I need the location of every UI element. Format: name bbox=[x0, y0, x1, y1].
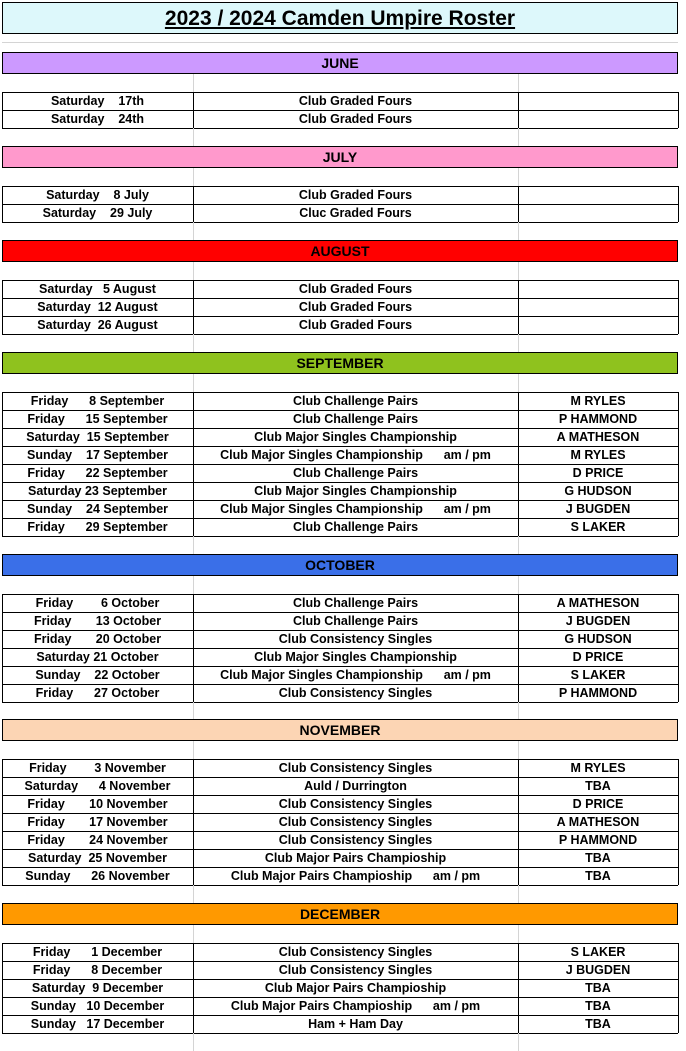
gridline bbox=[193, 168, 194, 186]
roster-umpire: G HUDSON bbox=[564, 632, 632, 646]
roster-umpire: A MATHESON bbox=[556, 596, 640, 610]
roster-umpire bbox=[518, 92, 678, 110]
roster-date: Saturday 8 July bbox=[46, 188, 149, 202]
roster-event: Club Challenge Pairs bbox=[292, 466, 419, 480]
roster-date: Friday 22 September bbox=[27, 466, 168, 480]
roster-umpire bbox=[518, 316, 678, 334]
roster-date: Friday 1 December bbox=[32, 945, 163, 959]
table-border bbox=[2, 334, 678, 335]
month-header-november: NOVEMBER bbox=[2, 719, 678, 741]
roster-umpire: S LAKER bbox=[570, 668, 626, 682]
gridline bbox=[518, 262, 519, 280]
roster-umpire bbox=[518, 110, 678, 128]
gridline bbox=[518, 222, 519, 240]
month-header-october: OCTOBER bbox=[2, 554, 678, 576]
table-border bbox=[2, 1033, 678, 1034]
roster-event: Club Major Pairs Champioship bbox=[264, 981, 447, 995]
roster-date: Friday 8 December bbox=[32, 963, 163, 977]
roster-event: Club Major Singles Championship am / pm bbox=[220, 668, 491, 682]
roster-umpire: TBA bbox=[585, 981, 611, 995]
roster-event: Auld / Durrington bbox=[304, 779, 407, 793]
roster-umpire: D PRICE bbox=[572, 650, 624, 664]
roster-umpire bbox=[518, 298, 678, 316]
table-border bbox=[678, 280, 679, 334]
roster-title bbox=[2, 2, 678, 34]
roster-date: Saturday 17th bbox=[50, 94, 145, 108]
roster-event: Club Major Singles Championship am / pm bbox=[220, 502, 491, 516]
gridline bbox=[193, 222, 194, 240]
roster-event: Club Major Pairs Champioship bbox=[264, 851, 447, 865]
month-header-august: AUGUST bbox=[2, 240, 678, 262]
roster-umpire: TBA bbox=[585, 999, 611, 1013]
roster-date: Sunday 17 September bbox=[26, 448, 169, 462]
roster-umpire: S LAKER bbox=[570, 520, 626, 534]
roster-event: Club Challenge Pairs bbox=[292, 596, 419, 610]
roster-umpire: A MATHESON bbox=[556, 815, 640, 829]
roster-event: Club Consistency Singles bbox=[278, 963, 433, 977]
month-header-june: JUNE bbox=[2, 52, 678, 74]
roster-event: Club Graded Fours bbox=[298, 300, 413, 314]
roster-umpire bbox=[518, 204, 678, 222]
roster-date: Sunday 22 October bbox=[35, 668, 160, 682]
gridline bbox=[518, 1033, 519, 1051]
table-border bbox=[678, 186, 679, 222]
gridline bbox=[518, 168, 519, 186]
roster-date: Friday 8 September bbox=[30, 394, 165, 408]
roster-event: Club Graded Fours bbox=[298, 282, 413, 296]
gridline bbox=[518, 374, 519, 392]
roster-event: Club Consistency Singles bbox=[278, 797, 433, 811]
roster-date: Saturday 4 November bbox=[24, 779, 171, 793]
month-header-december: DECEMBER bbox=[2, 903, 678, 925]
roster-event: Club Major Pairs Champioship am / pm bbox=[230, 869, 481, 883]
roster-date: Saturday 25 November bbox=[28, 851, 167, 865]
roster-date: Saturday 12 August bbox=[37, 300, 158, 314]
table-border bbox=[2, 222, 678, 223]
roster-event: Club Major Singles Championship bbox=[254, 484, 457, 498]
roster-umpire: P HAMMOND bbox=[558, 833, 638, 847]
roster-umpire: S LAKER bbox=[570, 945, 626, 959]
roster-date: Sunday 10 December bbox=[30, 999, 165, 1013]
gridline bbox=[193, 374, 194, 392]
roster-date: Saturday 29 July bbox=[42, 206, 153, 220]
roster-umpire: J BUGDEN bbox=[565, 502, 631, 516]
roster-event: Ham + Ham Day bbox=[308, 1017, 403, 1031]
roster-date: Sunday 24 September bbox=[26, 502, 169, 516]
gridline bbox=[193, 925, 194, 943]
roster-event: Club Major Pairs Champioship am / pm bbox=[230, 999, 481, 1013]
gridline bbox=[193, 262, 194, 280]
roster-date: Friday 3 November bbox=[29, 761, 166, 775]
gridline bbox=[518, 74, 519, 92]
roster-date: Friday 24 November bbox=[27, 833, 168, 847]
table-border bbox=[678, 92, 679, 128]
gridline bbox=[193, 74, 194, 92]
roster-date: Friday 29 September bbox=[27, 520, 168, 534]
gridline bbox=[193, 702, 194, 720]
roster-event: Club Challenge Pairs bbox=[292, 520, 419, 534]
roster-date: Friday 20 October bbox=[33, 632, 162, 646]
gridline bbox=[518, 885, 519, 903]
roster-event: Club Challenge Pairs bbox=[292, 412, 419, 426]
roster-event: Club Graded Fours bbox=[298, 188, 413, 202]
roster-event: Club Consistency Singles bbox=[278, 632, 433, 646]
gridline bbox=[518, 576, 519, 594]
roster-title-text: 2023 / 2024 Camden Umpire Roster bbox=[164, 7, 516, 30]
table-border bbox=[2, 702, 678, 703]
table-border bbox=[2, 536, 678, 537]
roster-umpire: P HAMMOND bbox=[558, 686, 638, 700]
roster-date: Friday 15 September bbox=[27, 412, 168, 426]
roster-date: Saturday 26 August bbox=[37, 318, 158, 332]
roster-date: Sunday 26 November bbox=[25, 869, 170, 883]
gridline bbox=[518, 536, 519, 554]
roster-date: Saturday 15 September bbox=[26, 430, 169, 444]
roster-date: Saturday 24th bbox=[50, 112, 145, 126]
roster-date: Friday 13 October bbox=[33, 614, 162, 628]
gridline bbox=[193, 334, 194, 352]
gridline bbox=[193, 885, 194, 903]
roster-event: Club Major Singles Championship am / pm bbox=[220, 448, 491, 462]
table-border bbox=[678, 759, 679, 885]
roster-umpire: D PRICE bbox=[572, 466, 624, 480]
gridline bbox=[193, 128, 194, 146]
roster-event: Club Consistency Singles bbox=[278, 686, 433, 700]
roster-event: Club Consistency Singles bbox=[278, 761, 433, 775]
month-header-september: SEPTEMBER bbox=[2, 352, 678, 374]
roster-umpire bbox=[518, 186, 678, 204]
roster-event: Cluc Graded Fours bbox=[299, 206, 412, 220]
roster-date: Saturday 23 September bbox=[28, 484, 167, 498]
gridline bbox=[193, 536, 194, 554]
roster-umpire: M RYLES bbox=[570, 448, 626, 462]
roster-date: Sunday 17 December bbox=[30, 1017, 165, 1031]
gridline bbox=[2, 42, 678, 43]
roster-umpire: TBA bbox=[585, 869, 611, 883]
roster-umpire: TBA bbox=[585, 1017, 611, 1031]
table-border bbox=[678, 392, 679, 536]
roster-event: Club Graded Fours bbox=[298, 318, 413, 332]
roster-event: Club Consistency Singles bbox=[278, 815, 433, 829]
gridline bbox=[193, 741, 194, 759]
roster-date: Friday 10 November bbox=[27, 797, 168, 811]
roster-umpire: M RYLES bbox=[570, 761, 626, 775]
roster-umpire: J BUGDEN bbox=[565, 614, 631, 628]
roster-event: Club Consistency Singles bbox=[278, 945, 433, 959]
roster-umpire: D PRICE bbox=[572, 797, 624, 811]
roster-umpire: P HAMMOND bbox=[558, 412, 638, 426]
month-header-july: JULY bbox=[2, 146, 678, 168]
roster-event: Club Challenge Pairs bbox=[292, 394, 419, 408]
roster-date: Friday 17 November bbox=[27, 815, 168, 829]
gridline bbox=[193, 1033, 194, 1051]
roster-umpire: G HUDSON bbox=[564, 484, 632, 498]
roster-date: Saturday 21 October bbox=[36, 650, 159, 664]
roster-umpire: TBA bbox=[585, 779, 611, 793]
roster-umpire bbox=[518, 280, 678, 298]
roster-date: Friday 6 October bbox=[35, 596, 160, 610]
roster-umpire: M RYLES bbox=[570, 394, 626, 408]
table-border bbox=[678, 943, 679, 1033]
gridline bbox=[518, 128, 519, 146]
gridline bbox=[518, 334, 519, 352]
roster-event: Club Major Singles Championship bbox=[254, 430, 457, 444]
gridline bbox=[193, 576, 194, 594]
roster-event: Club Challenge Pairs bbox=[292, 614, 419, 628]
roster-event: Club Consistency Singles bbox=[278, 833, 433, 847]
table-border bbox=[2, 885, 678, 886]
gridline bbox=[518, 925, 519, 943]
gridline bbox=[518, 702, 519, 720]
gridline bbox=[518, 741, 519, 759]
roster-date: Saturday 9 December bbox=[31, 981, 164, 995]
roster-date: Saturday 5 August bbox=[39, 282, 156, 296]
roster-umpire: A MATHESON bbox=[556, 430, 640, 444]
roster-date: Friday 27 October bbox=[35, 686, 160, 700]
table-border bbox=[2, 128, 678, 129]
table-border bbox=[678, 594, 679, 702]
roster-event: Club Graded Fours bbox=[298, 112, 413, 126]
roster-umpire: J BUGDEN bbox=[565, 963, 631, 977]
roster-event: Club Major Singles Championship bbox=[254, 650, 457, 664]
roster-event: Club Graded Fours bbox=[298, 94, 413, 108]
roster-umpire: TBA bbox=[585, 851, 611, 865]
